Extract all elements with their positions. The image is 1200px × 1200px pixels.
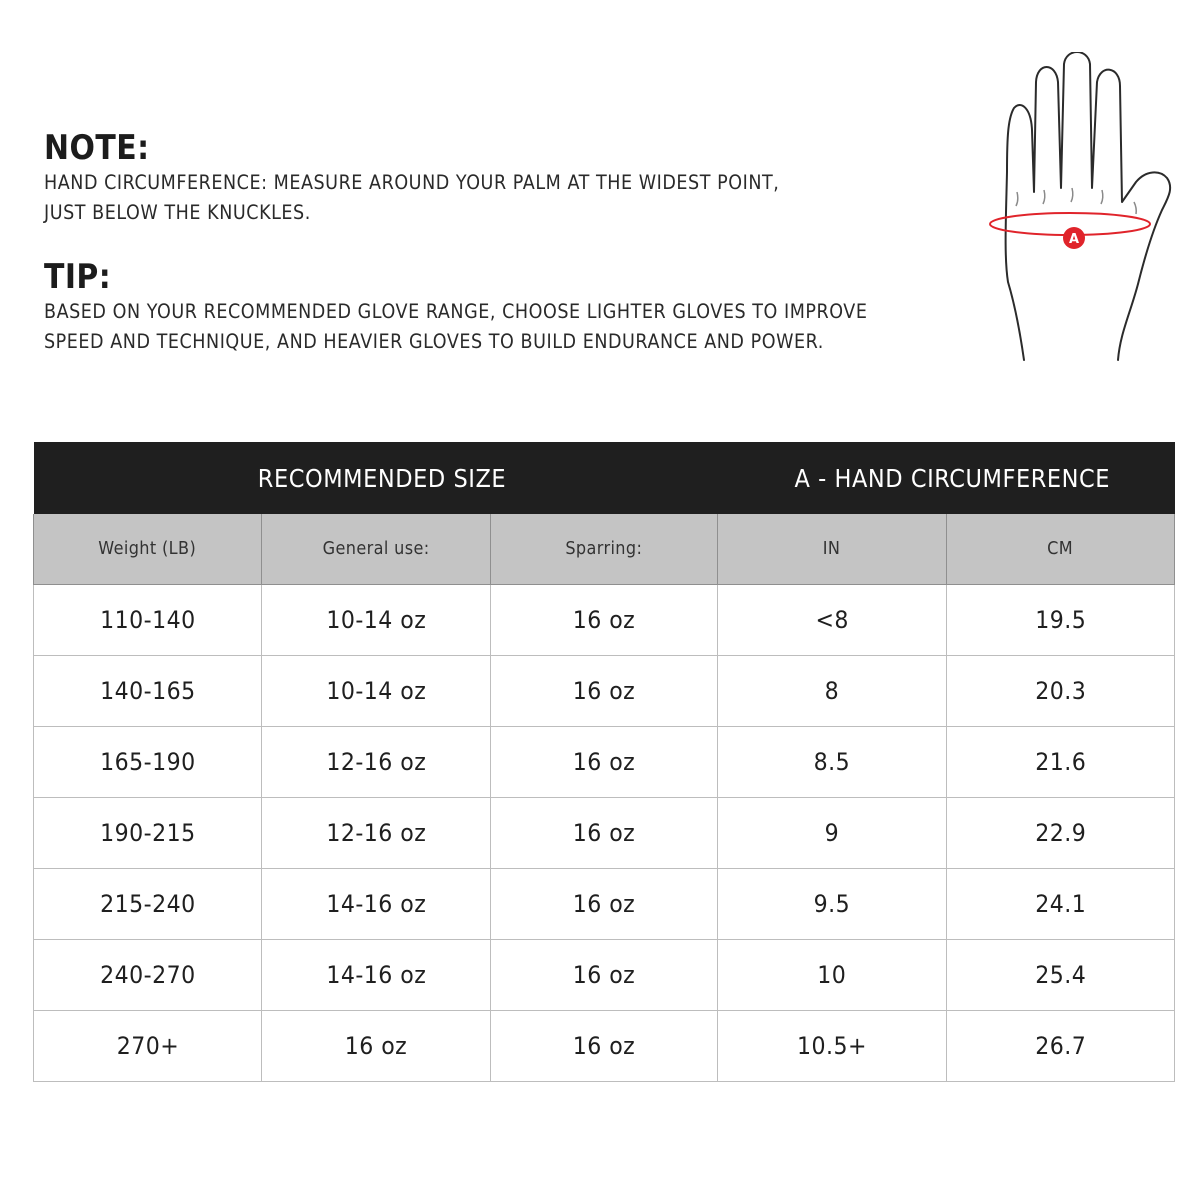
tip-line: BASED ON YOUR RECOMMENDED GLOVE RANGE, CHOOSE LIGHTER GLOVES TO IMPROVE [44,300,868,323]
weight-cell: 270+ [34,1011,262,1082]
column-header-row [34,514,1175,585]
sparring-cell: 16 oz [491,656,718,727]
weight-cell: 190-215 [34,798,262,869]
table-row [34,798,1175,869]
centimeters-cell: 24.1 [947,869,1175,940]
inches-cell: 9 [718,798,947,869]
recommended-size-header: RECOMMENDED SIZE [34,442,718,514]
column-header-general-use: General use: [262,514,491,585]
hand-outline-icon [984,52,1174,362]
column-header-sparring: Sparring: [491,514,718,585]
hand-circumference-header: A - HAND CIRCUMFERENCE [718,442,1175,514]
size-chart-table [33,442,1175,1082]
centimeters-cell: 19.5 [947,585,1175,656]
weight-cell: 110-140 [34,585,262,656]
general-use-cell: 10-14 oz [262,656,491,727]
group-header-row [34,442,1175,514]
centimeters-cell: 21.6 [947,727,1175,798]
inches-cell: 8.5 [718,727,947,798]
table-row [34,727,1175,798]
sparring-cell: 16 oz [491,1011,718,1082]
column-header-weight: Weight (LB) [34,514,262,585]
weight-cell: 140-165 [34,656,262,727]
weight-cell: 240-270 [34,940,262,1011]
sparring-cell: 16 oz [491,585,718,656]
general-use-cell: 10-14 oz [262,585,491,656]
sparring-cell: 16 oz [491,727,718,798]
table-row [34,940,1175,1011]
table-row [34,869,1175,940]
centimeters-cell: 25.4 [947,940,1175,1011]
knuckle-crease [1101,190,1103,204]
centimeters-cell: 26.7 [947,1011,1175,1082]
marker-label: A [1068,232,1080,247]
hand-outline [1006,52,1171,360]
note-heading: NOTE: [44,128,150,168]
notes-section [44,128,984,356]
sparring-cell: 16 oz [491,869,718,940]
note-line: HAND CIRCUMFERENCE: MEASURE AROUND YOUR PALM AT THE WIDEST POINT, [44,171,780,194]
knuckle-crease [1016,192,1018,206]
tip-line: SPEED AND TECHNIQUE, AND HEAVIER GLOVES TO BUILD ENDURANCE AND POWER. [44,329,824,353]
note-block [44,128,984,227]
knuckle-crease [1071,188,1073,202]
inches-cell: 8 [718,656,947,727]
table-row [34,585,1175,656]
general-use-cell: 16 oz [262,1011,491,1082]
inches-cell: <8 [718,585,947,656]
column-header-cm: CM [947,514,1175,585]
note-line: JUST BELOW THE KNUCKLES. [44,200,311,224]
general-use-cell: 12-16 oz [262,727,491,798]
knuckle-crease [1134,202,1136,214]
sparring-cell: 16 oz [491,940,718,1011]
table-row [34,1011,1175,1082]
general-use-cell: 14-16 oz [262,940,491,1011]
centimeters-cell: 20.3 [947,656,1175,727]
sparring-cell: 16 oz [491,798,718,869]
tip-heading: TIP: [44,257,112,297]
inches-cell: 10 [718,940,947,1011]
general-use-cell: 14-16 oz [262,869,491,940]
inches-cell: 9.5 [718,869,947,940]
general-use-cell: 12-16 oz [262,798,491,869]
column-header-in: IN [718,514,947,585]
tip-block [44,257,984,356]
weight-cell: 165-190 [34,727,262,798]
weight-cell: 215-240 [34,869,262,940]
table-row [34,656,1175,727]
centimeters-cell: 22.9 [947,798,1175,869]
inches-cell: 10.5+ [718,1011,947,1082]
knuckle-crease [1043,190,1045,204]
